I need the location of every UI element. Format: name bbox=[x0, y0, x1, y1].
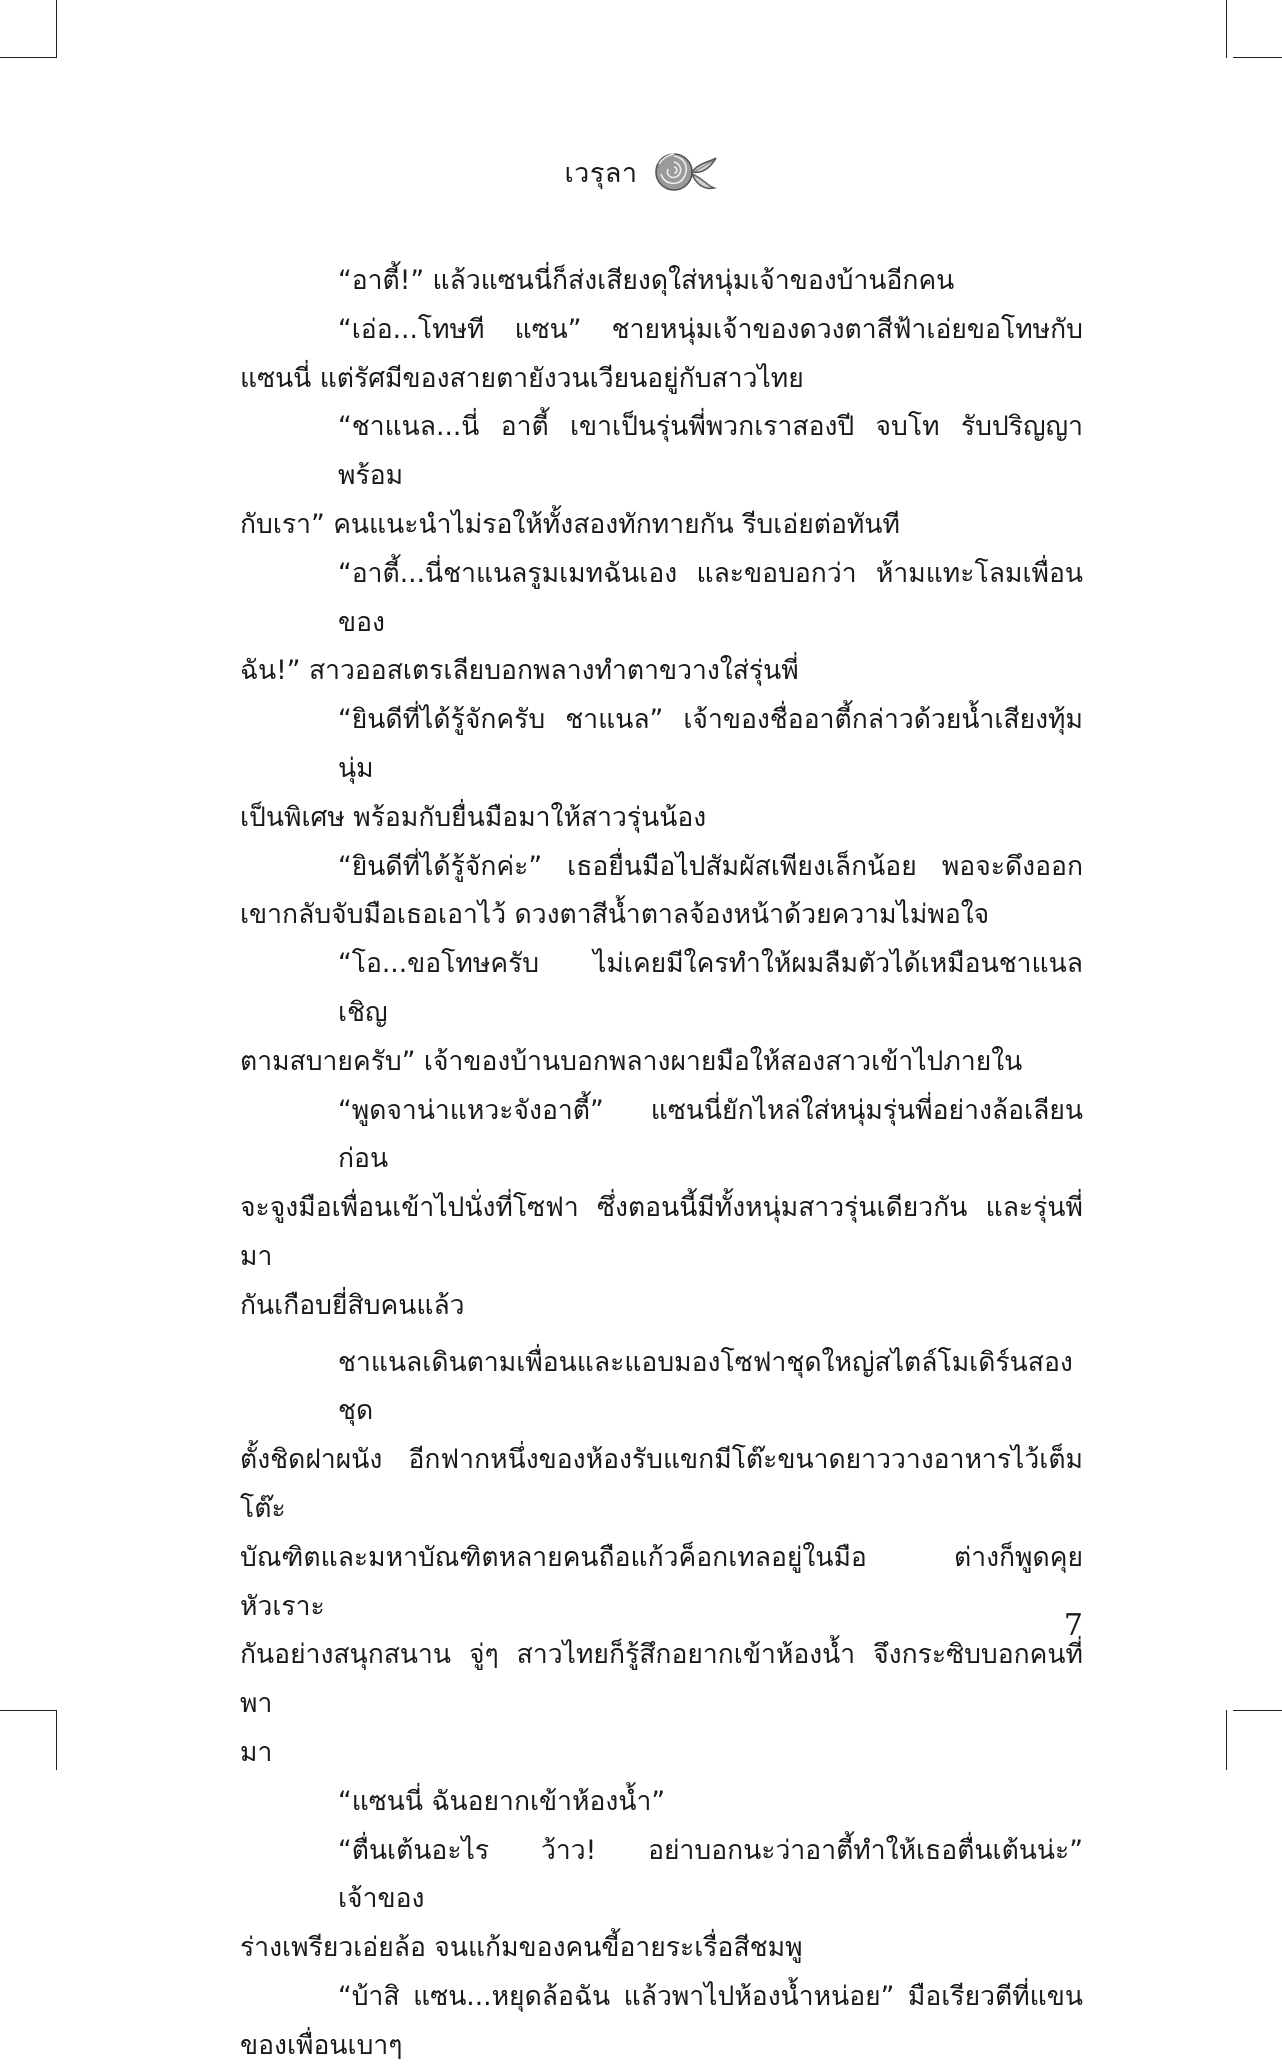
text-line: “บ้าสิ แซน...หยุดล้อฉัน แล้วพาไปห้องน้ำหน่อย” มือเรียวตีที่แขน bbox=[338, 1980, 1083, 2012]
text-line: “ยินดีที่ได้รู้จักครับ ชาแนล” เจ้าของชื่ออาตี้กล่าวด้วยน้ำเสียงทุ้มนุ่ม bbox=[338, 704, 1083, 784]
text-line: เป็นพิเศษ พร้อมกับยื่นมือมาให้สาวรุ่นน้อง bbox=[240, 801, 707, 833]
text-line: ชาแนลเดินตามเพื่อนและแอบมองโซฟาชุดใหญ่สไตล์โมเดิร์นสองชุด bbox=[338, 1346, 1073, 1427]
crop-mark bbox=[56, 1710, 57, 1770]
paragraph bbox=[240, 1973, 1083, 2070]
text-line: “อาตี้...นี่ชาแนลรูมเมทฉันเอง และขอบอกว่า ห้ามแทะโลมเพื่อนของ bbox=[338, 557, 1083, 638]
text-line: “โอ...ขอโทษครับ ไม่เคยมีใครทำให้ผมลืมตัวได้เหมือนชาแนล เชิญ bbox=[338, 948, 1083, 1028]
text-line: “แซนนี่ ฉันอยากเข้าห้องน้ำ” bbox=[338, 1785, 666, 1817]
crop-mark bbox=[1226, 1710, 1227, 1770]
running-header bbox=[0, 150, 1282, 194]
paragraph bbox=[240, 257, 1083, 306]
text-line: กันเกือบยี่สิบคนแล้ว bbox=[240, 1289, 465, 1321]
text-line: เขากลับจับมือเธอเอาไว้ ดวงตาสีน้ำตาลจ้องหน้าด้วยความไม่พอใจ bbox=[240, 899, 990, 931]
paragraph bbox=[240, 1339, 1083, 1778]
text-line: จะจูงมือเพื่อนเข้าไปนั่งที่โซฟา ซึ่งตอนนี้มีทั้งหนุ่มสาวรุ่นเดียวกัน และรุ่นพี่มา bbox=[240, 1192, 1083, 1272]
text-line: บัณฑิตและมหาบัณฑิตหลายคนถือแก้วค็อกเทลอยู่ในมือ ต่างก็พูดคุยหัวเราะ bbox=[240, 1541, 1083, 1622]
text-line: “อาตี้!” แล้วแซนนี่ก็ส่งเสียงดุใส่หนุ่มเจ้าของบ้านอีกคน bbox=[338, 265, 955, 296]
text-line: “ตื่นเต้นอะไร ว้าว! อย่าบอกนะว่าอาตี้ทำให้เธอตื่นเต้นน่ะ” เจ้าของ bbox=[338, 1834, 1083, 1915]
text-line: “ชาแนล...นี่ อาตี้ เขาเป็นรุ่นพี่พวกเราสองปี จบโท รับปริญญาพร้อม bbox=[338, 411, 1083, 492]
text-line: ร่างเพรียวเอ่ยล้อ จนแก้มของคนขี้อายระเรื่อสีชมพู bbox=[240, 1932, 803, 1964]
text-line: “พูดจาน่าแหวะจังอาตี้” แซนนี่ยักไหล่ใส่หนุ่มรุ่นพี่อย่างล้อเลียน ก่อน bbox=[338, 1094, 1083, 1175]
page-number: 7 bbox=[1063, 1608, 1083, 1643]
text-line: ของเพื่อนเบาๆ bbox=[240, 2029, 403, 2061]
crop-mark bbox=[1233, 57, 1282, 58]
crop-mark bbox=[56, 0, 57, 58]
crop-mark bbox=[0, 57, 56, 58]
text-line: “ยินดีที่ได้รู้จักค่ะ” เธอยื่นมือไปสัมผัสเพียงเล็กน้อย พอจะดึงออก bbox=[338, 850, 1083, 882]
text-line: กับเรา” คนแนะนำไม่รอให้ทั้งสองทักทายกัน รีบเอ่ยต่อทันที bbox=[240, 508, 900, 540]
paragraph bbox=[240, 550, 1083, 696]
paragraph bbox=[240, 1087, 1083, 1331]
crop-mark bbox=[0, 1710, 56, 1711]
text-line: ตั้งชิดฝาผนัง อีกฟากหนึ่งของห้องรับแขกมีโต๊ะขนาดยาววางอาหารไว้เต็มโต๊ะ bbox=[240, 1444, 1083, 1524]
paragraph bbox=[240, 1778, 1083, 1827]
rose-icon bbox=[652, 150, 718, 194]
text-line: มา bbox=[240, 1736, 273, 1768]
paragraph bbox=[240, 306, 1083, 404]
text-line: แซนนี่ แต่รัศมีของสายตายังวนเวียนอยู่กับสาวไทย bbox=[240, 362, 804, 394]
crop-mark bbox=[1233, 1710, 1282, 1711]
body-text bbox=[240, 257, 1083, 2070]
paragraph bbox=[240, 403, 1083, 549]
text-line: ฉัน!” สาวออสเตรเลียบอกพลางทำตาขวางใส่รุ่นพี่ bbox=[240, 655, 799, 687]
header-title: เวรุลา bbox=[564, 157, 638, 189]
text-line: “เอ่อ...โทษที แซน” ชายหนุ่มเจ้าของดวงตาสีฟ้าเอ่ยขอโทษกับ bbox=[338, 313, 1083, 345]
crop-mark bbox=[1226, 0, 1227, 58]
paragraph bbox=[240, 940, 1083, 1086]
text-line: ตามสบายครับ” เจ้าของบ้านบอกพลางผายมือให้สองสาวเข้าไปภายใน bbox=[240, 1045, 1023, 1077]
paragraph bbox=[240, 1827, 1083, 1973]
paragraph bbox=[240, 843, 1083, 941]
text-line: กันอย่างสนุกสนาน จู่ๆ สาวไทยก็รู้สึกอยากเข้าห้องน้ำ จึงกระซิบบอกคนที่พา bbox=[240, 1639, 1083, 1720]
paragraph bbox=[240, 696, 1083, 842]
